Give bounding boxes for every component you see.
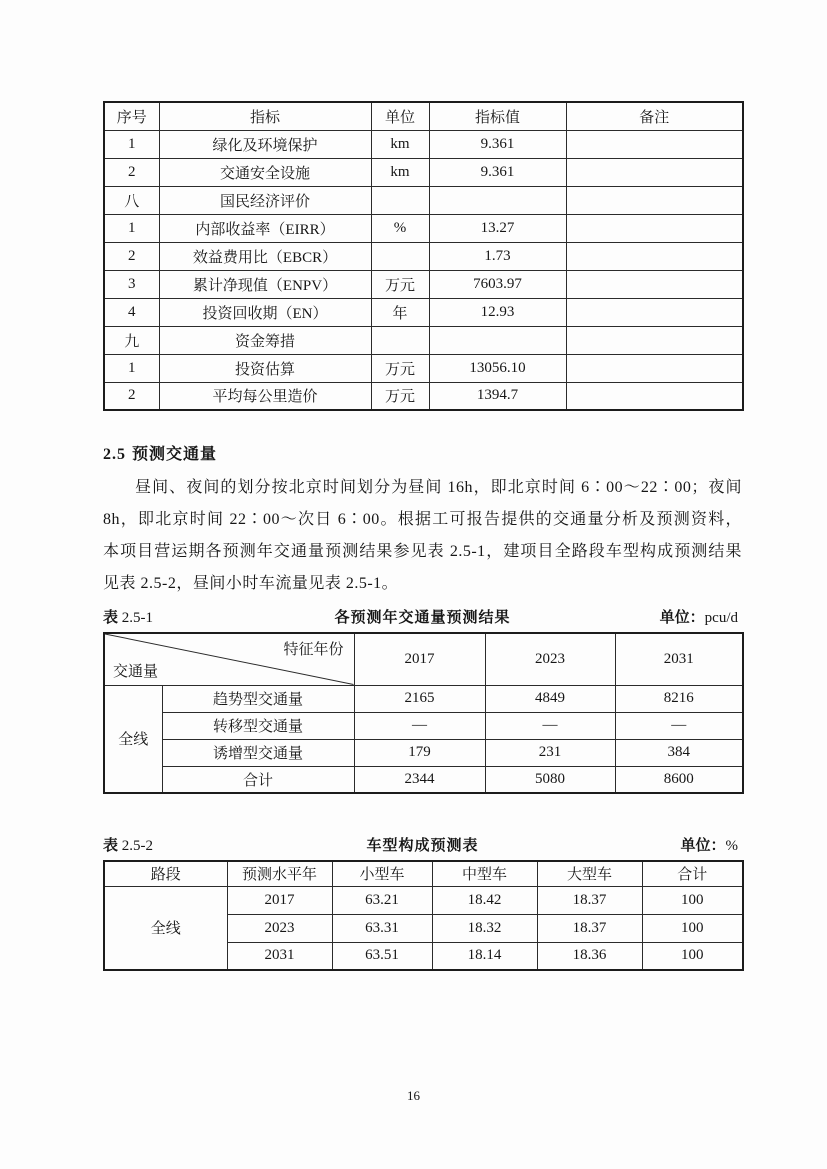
table-cell: 100: [642, 942, 743, 970]
paragraph-line: 8h，即北京时间 22∶00～次日 6∶00。根据工可报告提供的交通量分析及预测资料，: [103, 511, 742, 528]
table-cell: [566, 298, 743, 326]
section-number: 2.5: [103, 446, 126, 463]
table-cell: 万元: [371, 270, 429, 298]
table-cell: [566, 186, 743, 214]
column-header: 合计: [642, 861, 743, 886]
diagonal-label-top: 特征年份: [283, 642, 344, 658]
table-cell: km: [371, 130, 429, 158]
table-cell: 万元: [371, 382, 429, 410]
table1-unit: 单位：pcu/d: [659, 609, 738, 626]
table-row: [104, 766, 743, 793]
table-header-row: [104, 102, 743, 130]
table2-label: 表 2.5-2: [103, 837, 154, 854]
table-cell: [429, 186, 566, 214]
table-cell: 18.32: [432, 914, 537, 942]
column-header: 小型车: [332, 861, 432, 886]
table-cell: 179: [354, 739, 485, 766]
table-cell: [371, 242, 429, 270]
table-cell: 累计净现值（ENPV）: [159, 270, 371, 298]
table-cell: [371, 186, 429, 214]
indicator-table: [103, 101, 744, 411]
column-header: 大型车: [537, 861, 642, 886]
table-cell: 18.37: [537, 914, 642, 942]
row-group-cell: 全线: [104, 886, 227, 970]
table-cell: 效益费用比（EBCR）: [159, 242, 371, 270]
table-cell: 18.42: [432, 886, 537, 914]
traffic-forecast-table: [103, 632, 744, 794]
table-cell: 2031: [227, 942, 332, 970]
table-cell: 1.73: [429, 242, 566, 270]
table-cell: 年: [371, 298, 429, 326]
table-cell: 100: [642, 886, 743, 914]
column-header: 预测水平年: [227, 861, 332, 886]
table-cell: —: [485, 712, 615, 739]
table-row: [104, 712, 743, 739]
table-cell: 63.31: [332, 914, 432, 942]
table-cell: [566, 382, 743, 410]
column-header: 单位: [371, 102, 429, 130]
column-header: 路段: [104, 861, 227, 886]
table-cell: 1: [104, 214, 159, 242]
table-cell: 9.361: [429, 158, 566, 186]
table-cell: —: [354, 712, 485, 739]
table-cell: 4: [104, 298, 159, 326]
section-heading: [103, 441, 217, 464]
table-cell: 万元: [371, 354, 429, 382]
row-label: 诱增型交通量: [162, 739, 354, 766]
column-header: 中型车: [432, 861, 537, 886]
table-cell: [429, 326, 566, 354]
table-row: [104, 739, 743, 766]
column-header: 备注: [566, 102, 743, 130]
year-header: 2017: [354, 633, 485, 685]
table-cell: 8600: [615, 766, 743, 793]
table-cell: 63.21: [332, 886, 432, 914]
table-cell: 231: [485, 739, 615, 766]
paragraph-line: 见表 2.5-2，昼间小时车流量见表 2.5-1。: [103, 575, 399, 592]
table-cell: 2165: [354, 685, 485, 712]
table-cell: 63.51: [332, 942, 432, 970]
table-cell: [566, 242, 743, 270]
table2-caption: [103, 834, 742, 856]
vehicle-composition-table: [103, 860, 744, 971]
table1-caption: [103, 606, 742, 628]
year-header: 2023: [485, 633, 615, 685]
column-header: 指标: [159, 102, 371, 130]
table-cell: [371, 326, 429, 354]
table-cell: 交通安全设施: [159, 158, 371, 186]
table-cell: 国民经济评价: [159, 186, 371, 214]
table-cell: —: [615, 712, 743, 739]
table-cell: [566, 326, 743, 354]
table-cell: 4849: [485, 685, 615, 712]
table-cell: 1394.7: [429, 382, 566, 410]
table-cell: %: [371, 214, 429, 242]
table-cell: 1: [104, 130, 159, 158]
table-cell: 2017: [227, 886, 332, 914]
table-cell: 18.36: [537, 942, 642, 970]
year-header: 2031: [615, 633, 743, 685]
diagonal-label-bottom: 交通量: [113, 663, 159, 680]
table-cell: 平均每公里造价: [159, 382, 371, 410]
table-cell: 8216: [615, 685, 743, 712]
table-cell: 1: [104, 354, 159, 382]
row-group-cell: 全线: [104, 685, 162, 793]
table-cell: 18.37: [537, 886, 642, 914]
table-cell: 内部收益率（EIRR）: [159, 214, 371, 242]
table-row: [104, 270, 743, 298]
table-header-row: [104, 633, 743, 685]
table-cell: 八: [104, 186, 159, 214]
table-cell: 100: [642, 914, 743, 942]
page-number: 16: [407, 1088, 420, 1103]
table-cell: 2: [104, 158, 159, 186]
table-row: [104, 158, 743, 186]
table-cell: 18.14: [432, 942, 537, 970]
table-row: [104, 298, 743, 326]
table-row: [104, 186, 743, 214]
table-header-row: [104, 861, 743, 886]
table-cell: 5080: [485, 766, 615, 793]
table-row: [104, 354, 743, 382]
table-row: [104, 382, 743, 410]
table-cell: km: [371, 158, 429, 186]
table-cell: [566, 158, 743, 186]
table-cell: 13056.10: [429, 354, 566, 382]
table-cell: 资金筹措: [159, 326, 371, 354]
table-row: [104, 130, 743, 158]
table-cell: 2: [104, 242, 159, 270]
table-cell: 绿化及环境保护: [159, 130, 371, 158]
table-cell: 3: [104, 270, 159, 298]
section-title: 预测交通量: [132, 446, 218, 463]
table-row: [104, 886, 743, 914]
table-cell: 12.93: [429, 298, 566, 326]
row-label: 合计: [162, 766, 354, 793]
table-row: [104, 214, 743, 242]
row-label: 转移型交通量: [162, 712, 354, 739]
table-cell: [566, 270, 743, 298]
table-cell: 384: [615, 739, 743, 766]
column-header: 指标值: [429, 102, 566, 130]
table2-title: 车型构成预测表: [366, 837, 479, 854]
table-cell: 九: [104, 326, 159, 354]
table-cell: 2: [104, 382, 159, 410]
table-cell: 2023: [227, 914, 332, 942]
table-cell: 13.27: [429, 214, 566, 242]
row-label: 趋势型交通量: [162, 685, 354, 712]
paragraph-line: 昼间、夜间的划分按北京时间划分为昼间 16h，即北京时间 6∶00～22∶00；夜间: [135, 479, 742, 496]
table2-unit: 单位：%: [680, 837, 738, 854]
column-header: 序号: [104, 102, 159, 130]
table-cell: 7603.97: [429, 270, 566, 298]
table-cell: [566, 130, 743, 158]
table-cell: 2344: [354, 766, 485, 793]
table1-title: 各预测年交通量预测结果: [334, 609, 511, 626]
paragraph-line: 本项目营运期各预测年交通量预测结果参见表 2.5-1，建项目全路段车型构成预测结果: [103, 543, 742, 560]
table-row: [104, 685, 743, 712]
body-paragraph: [103, 472, 742, 600]
table-row: [104, 326, 743, 354]
table-row: [104, 242, 743, 270]
table-cell: 投资回收期（EN）: [159, 298, 371, 326]
table-cell: [566, 214, 743, 242]
table1-label: 表 2.5-1: [103, 609, 154, 626]
table-cell: 投资估算: [159, 354, 371, 382]
diagonal-header-cell: [104, 633, 354, 685]
table-cell: [566, 354, 743, 382]
table-cell: 9.361: [429, 130, 566, 158]
